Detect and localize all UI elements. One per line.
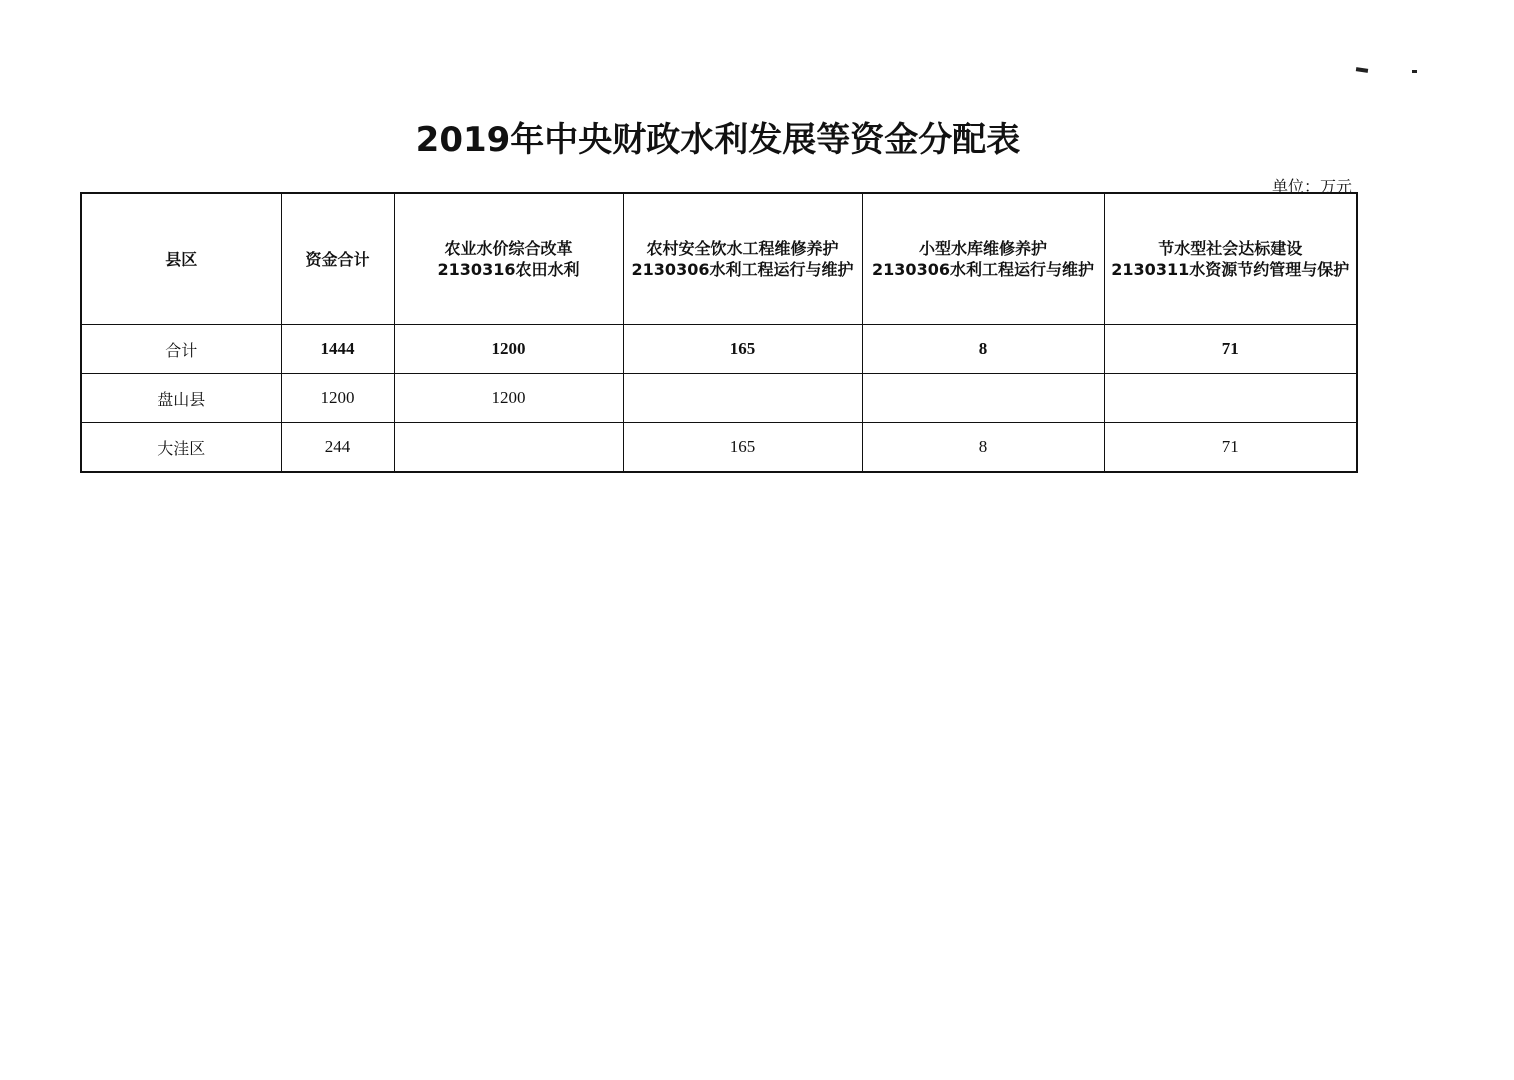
header-total [281,193,394,325]
header-rural-drinking-water-name: 农村安全饮水工程维修养护 [646,239,839,258]
cell-total: 1444 [281,325,394,374]
cell-rural-drinking-water: 165 [623,325,862,374]
header-row [81,193,1357,325]
header-rural-drinking-water [623,193,862,325]
cell-rural-drinking-water [623,374,862,423]
cell-water-price-reform [394,423,623,473]
header-small-reservoir [862,193,1104,325]
cell-water-saving-society [1104,374,1357,423]
cell-county: 盘山县 [81,374,281,423]
table-row-total [81,325,1357,374]
header-water-saving-society-name: 节水型社会达标建设 [1158,239,1303,258]
header-county [81,193,281,325]
header-water-price-reform [394,193,623,325]
header-water-saving-society [1104,193,1357,325]
header-water-saving-society-code: 2130311水资源节约管理与保护 [1111,260,1350,279]
unit-label: 单位：万元 [1271,177,1352,196]
cell-county: 合计 [81,325,281,374]
header-water-price-reform-code: 2130316农田水利 [437,260,580,279]
cell-water-saving-society: 71 [1104,325,1357,374]
header-water-price-reform-name: 农业水价综合改革 [444,239,573,258]
header-county-label: 县区 [165,249,198,269]
cell-water-saving-society: 71 [1104,423,1357,473]
cell-water-price-reform: 1200 [394,374,623,423]
cell-total: 1200 [281,374,394,423]
table-row [81,374,1357,423]
cell-small-reservoir: 8 [862,325,1104,374]
cell-rural-drinking-water: 165 [623,423,862,473]
cell-small-reservoir [862,374,1104,423]
scan-speck [1356,67,1368,73]
cell-small-reservoir: 8 [862,423,1104,473]
scan-speck [1412,70,1417,73]
table-row [81,423,1357,473]
header-rural-drinking-water-code: 2130306水利工程运行与维护 [631,260,854,279]
allocation-table [80,192,1358,473]
header-small-reservoir-code: 2130306水利工程运行与维护 [872,260,1094,279]
cell-county: 大洼区 [81,423,281,473]
cell-water-price-reform: 1200 [394,325,623,374]
cell-total: 244 [281,423,394,473]
header-small-reservoir-name: 小型水库维修养护 [918,239,1047,258]
document-title: 2019年中央财政水利发展等资金分配表 [415,120,1021,160]
header-total-label: 资金合计 [305,249,370,269]
